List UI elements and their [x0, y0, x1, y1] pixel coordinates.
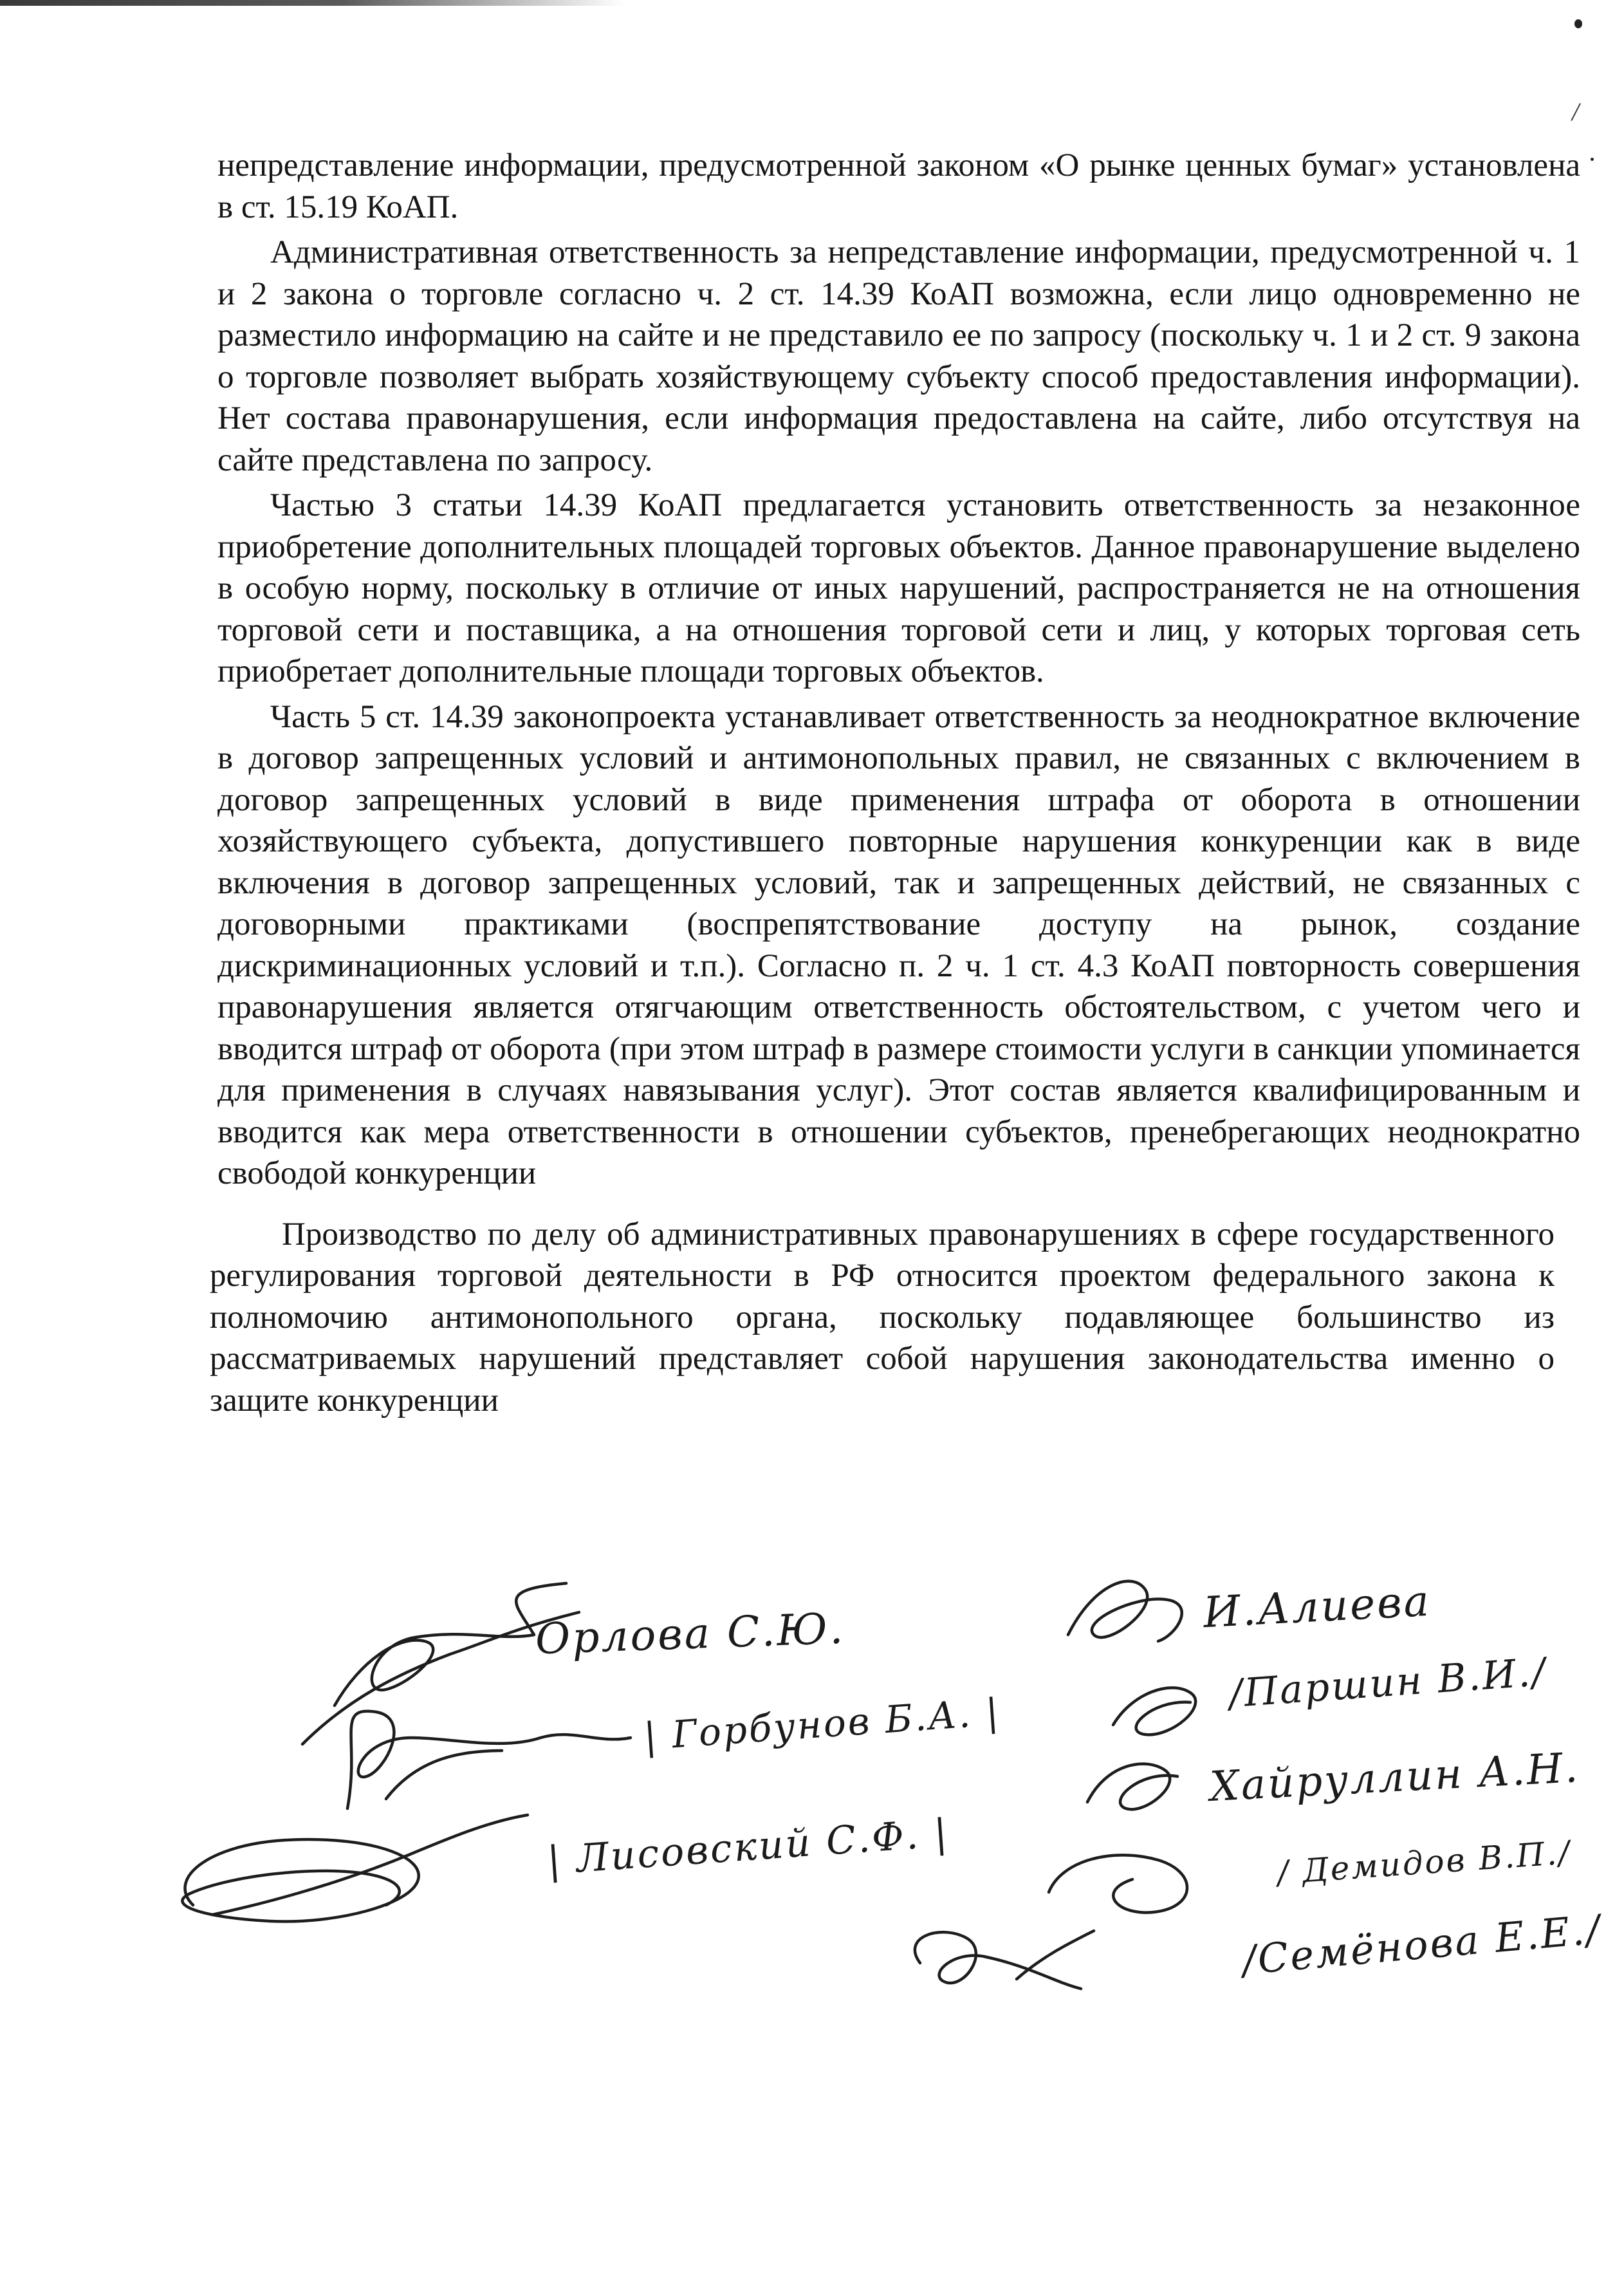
scan-top-edge [0, 0, 624, 6]
paragraph: Производство по делу об административных правонарушениях в сфере государственного регулирования торговой деятельности в РФ относится проектом федерального закона к полномочию антимонопольного органа, поскольку подавляющее большинство из рассматриваемых нарушений представляет собой нарушения законодательства именно о защите конкуренции [210, 1216, 1555, 1419]
scan-speck [1591, 158, 1594, 161]
signature-name: / Демидов В.П./ [1276, 1834, 1573, 1892]
scan-speck [1574, 19, 1582, 28]
signature-name: | Горбунов Б.А. | [642, 1689, 1002, 1759]
signature-name: /Семёнова Е.Е./ [1240, 1905, 1603, 1984]
signatures-block [0, 1545, 1624, 2124]
paragraph: Частью 3 статьи 14.39 КоАП предлагается установить ответственность за незаконное приобретение дополнительных площадей торговых объектов. Данное правонарушение выделено в особую норму, поскольку в отличие от иных нарушений, распространяется не на отношения торговой сети и поставщика, а на отношения торговой сети и лиц, у которых торговая сеть приобретает дополнительные площади торговых объектов. [217, 487, 1580, 689]
signature-scribble-6 [1087, 1764, 1177, 1810]
paragraph: непредставление информации, предусмотренной законом «О рынке ценных бумаг» установлена в ст. 15.19 КоАП. [217, 147, 1580, 225]
paragraph: Часть 5 ст. 14.39 законопроекта устанавливает ответственность за неоднократное включение в договор запрещенных условий и антимонопольных правил, не связанных с включением в договор запрещенных условий в виде применения штрафа от оборота в отношении хозяйствующего субъекта, допустившего повторные нарушения конкуренции как в виде включения в договор запрещенных условий, так и запрещенных действий, не связанных с договорными практиками (воспрепятствование доступу на рынок, создание дискриминационных условий и т.п.). Согласно п. 2 ч. 1 ст. 4.3 КоАП повторность совершения правонарушения является отягчающим ответственность обстоятельством, с учетом чего и вводится штраф от оборота (при этом штраф в размере стоимости услуги в санкции упоминается для применения в случаях навязывания услуг). Этот состав является квалифицированным и вводится как мера ответственности в отношении субъектов, пренебрегающих неоднократно свободой конкуренции [217, 698, 1580, 1191]
signature-name: /Паршин В.И./ [1228, 1649, 1549, 1717]
signature-scribble-8 [915, 1932, 1081, 1989]
signature-name: И.Алиева [1202, 1576, 1432, 1638]
signature-name: | Лисовский С.Ф. | [546, 1810, 951, 1884]
signature-scribble-4 [1068, 1581, 1182, 1641]
signature-scribble-5 [1113, 1688, 1195, 1735]
signature-name: Орлова С.Ю. [534, 1603, 846, 1664]
signature-scribble-1 [335, 1583, 566, 1706]
signature-scribble-8b [1017, 1931, 1094, 1979]
signature-name: Хайруллин А.Н. [1208, 1744, 1581, 1812]
document-body [210, 145, 1580, 1425]
signature-scribble-3b [212, 1815, 528, 1915]
page-mark: / [1572, 97, 1580, 126]
signature-scribble-2b [386, 1751, 502, 1799]
paragraph: Административная ответственность за непредставление информации, предусмотренной ч. 1 и 2 закона о торговле согласно ч. 2 ст. 14.39 КоАП возможна, если лицо одновременно не разместило информацию на сайте и не представило ее по запросу (поскольку ч. 1 и 2 ст. 9 закона о торговле позволяет выбрать хозяйствующему субъекту способ предоставления информации). Нет состава правонарушения, если информация предоставлена на сайте, либо отсутствуя на сайте представлена по запросу. [217, 234, 1580, 478]
signature-scribble-3 [182, 1839, 418, 1921]
signature-scribble-7 [1049, 1855, 1187, 1912]
